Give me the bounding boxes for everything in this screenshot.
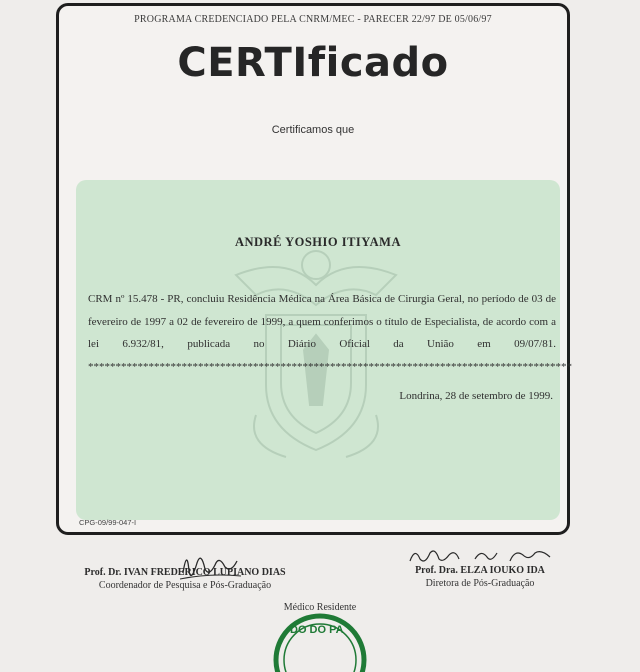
reference-code: CPG-09/99-047-I (79, 518, 137, 527)
program-accreditation: PROGRAMA CREDENCIADO PELA CNRM/MEC - PARECER 22/97 DE 05/06/97 (134, 14, 492, 25)
left-signature (70, 566, 300, 592)
seal-text: DO DO PA (290, 624, 344, 636)
intro-text: Certificamos que (271, 124, 355, 136)
recipient-name: ANDRÉ YOSHIO ITIYAMA (234, 235, 402, 249)
certificate-frame (56, 3, 570, 535)
content-panel (76, 180, 572, 520)
left-signatory-role: Coordenador de Pesquisa e Pós-Graduação (98, 580, 272, 591)
right-signatory-name: Prof. Dra. ELZA IOUKO IDA (415, 565, 545, 576)
certificate-title: CERTIficado (177, 40, 449, 86)
green-seal-icon (272, 612, 368, 672)
medico-residente-label: Médico Residente (283, 602, 357, 613)
certificate-body: CRM nº 15.478 - PR, concluiu Residência Médica na Área Básica de Cirurgia Geral, no período de 03 de fevereiro de 1997 a 02 de fevereiro de 1999, a quem conferimos o título de Especialista, de acordo com a lei 6.932/81, publicada no Diário Oficial da União em 09/07/81. **************************************************************************************** (88, 293, 572, 373)
place-and-date: Londrina, 28 de setembro de 1999. (399, 390, 553, 402)
right-signature (400, 564, 560, 590)
left-signatory-name: Prof. Dr. IVAN FREDERICO LUPIANO DIAS (84, 567, 286, 578)
right-signatory-role: Diretora de Pós-Graduação (425, 578, 535, 589)
